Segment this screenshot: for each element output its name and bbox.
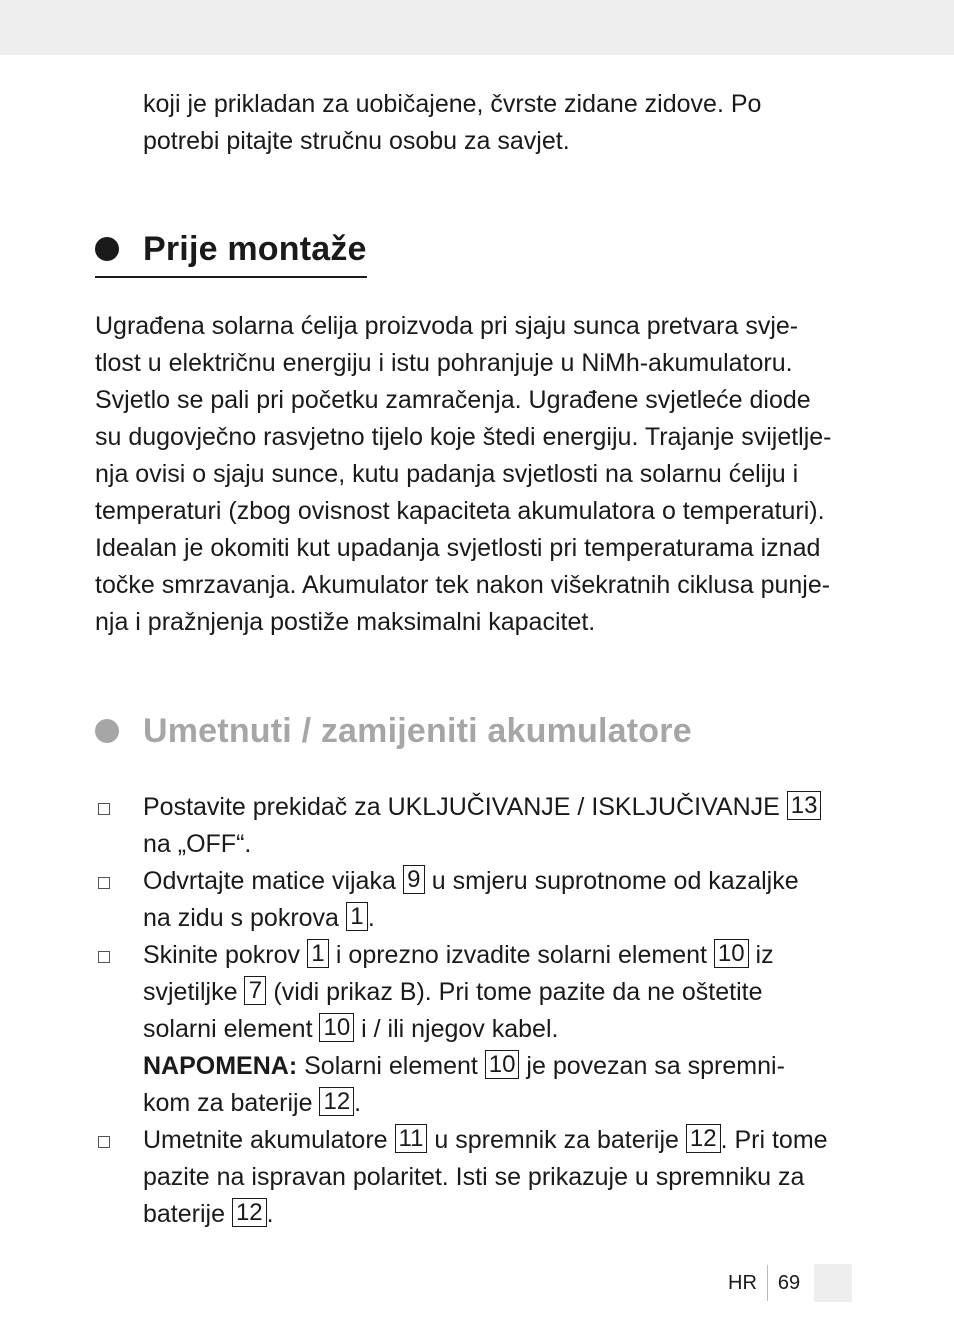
section-title: Prije montaže — [143, 229, 367, 268]
step-text: u smjeru suprotnome od kazaljke — [424, 867, 799, 895]
paragraph-line: temperaturi (zbog ovisnost kapaciteta akumulatora o temperaturi). — [95, 497, 825, 525]
checkbox-icon — [98, 951, 110, 963]
step-text: . Pri tome — [720, 1126, 828, 1154]
step-text: baterije — [143, 1200, 232, 1228]
paragraph-line: Svjetlo se pali pri početku zamračenja. Ugrađene svjetleće diode — [95, 386, 811, 414]
step-line — [143, 1122, 865, 1159]
paragraph-line: Ugrađena solarna ćelija proizvoda pri sjaju sunca pretvara svje- — [95, 312, 799, 340]
part-ref-badge: 11 — [395, 1124, 428, 1153]
bullet-dot-icon — [95, 719, 119, 743]
step-text: i oprezno izvadite solarni element — [328, 941, 714, 969]
paragraph-line: nja ovisi o sjaju sunce, kutu padanja svjetlosti na solarnu ćeliju i — [95, 460, 799, 488]
intro-line: potrebi pitajte stručnu osobu za savjet. — [143, 127, 570, 155]
part-ref-badge: 1 — [307, 939, 329, 968]
part-ref-badge: 9 — [403, 865, 425, 894]
intro-line: koji je prikladan za uobičajene, čvrste zidane zidove. Po — [143, 90, 762, 118]
step-line — [143, 900, 865, 937]
section-title: Umetnuti / zamijeniti akumulatore — [143, 711, 692, 750]
step-line — [143, 863, 865, 900]
top-band — [0, 0, 954, 55]
language-code: HR — [728, 1271, 757, 1294]
part-ref-badge: 12 — [232, 1198, 267, 1227]
step-text: je povezan sa spremni- — [519, 1052, 785, 1080]
checkbox-icon — [98, 1136, 110, 1148]
step-line — [143, 1196, 865, 1233]
step-item — [95, 937, 865, 1122]
step-text: Skinite pokrov — [143, 941, 307, 969]
step-text: svjetiljke — [143, 978, 245, 1006]
checkbox-icon — [98, 877, 110, 889]
step-text: kom za baterije — [143, 1089, 320, 1117]
step-line — [143, 974, 865, 1011]
step-line: na „OFF“. — [143, 830, 252, 858]
step-list — [95, 789, 865, 1233]
step-text: na zidu s pokrova — [143, 904, 346, 932]
step-text: Odvrtajte matice vijaka — [143, 867, 403, 895]
bullet-dot-icon — [95, 237, 119, 261]
step-text: . — [367, 904, 375, 932]
section-heading-prije-montaze — [95, 224, 367, 278]
step-text: . — [354, 1089, 362, 1117]
paragraph-line: točke smrzavanja. Akumulator tek nakon višekratnih ciklusa punje- — [95, 571, 831, 599]
footer-divider — [767, 1265, 768, 1301]
step-text: Umetnite akumulatore — [143, 1126, 395, 1154]
page-number: 69 — [777, 1271, 801, 1294]
step-text: iz — [748, 941, 774, 969]
part-ref-badge: 12 — [686, 1124, 721, 1153]
paragraph-line: su dugovječno rasvjetno tijelo koje štedi energiju. Trajanje svijetlje- — [95, 423, 832, 451]
paragraph-line: Idealan je okomiti kut upadanja svjetlosti pri temperaturama iznad — [95, 534, 821, 562]
part-ref-badge: 13 — [787, 791, 822, 820]
part-ref-badge: 10 — [485, 1050, 520, 1079]
step-line — [143, 937, 865, 974]
part-ref-badge: 10 — [319, 1013, 354, 1042]
part-ref-badge: 12 — [319, 1087, 354, 1116]
paragraph-line: nja i pražnjenja postiže maksimalni kapacitet. — [95, 608, 596, 636]
step-text: solarni element — [143, 1015, 320, 1043]
paragraph-line: tlost u električnu energiju i istu pohranjuje u NiMh-akumulatoru. — [95, 349, 793, 377]
step-item — [95, 1122, 865, 1233]
step-line — [143, 789, 865, 826]
step-text: Postavite prekidač za UKLJUČIVANJE / ISKLJUČIVANJE — [143, 793, 787, 821]
page-tab-marker — [814, 1264, 852, 1302]
step-text: Solarni element — [297, 1052, 485, 1080]
page-footer — [728, 1264, 852, 1302]
step-item — [95, 789, 865, 863]
section-body-paragraph — [95, 308, 865, 641]
checkbox-icon — [98, 803, 110, 815]
note-line — [143, 1048, 865, 1085]
step-text: i / ili njegov kabel. — [354, 1015, 559, 1043]
step-line — [143, 1011, 865, 1048]
step-line: pazite na ispravan polaritet. Isti se prikazuje u spremniku za — [143, 1163, 805, 1191]
part-ref-badge: 1 — [346, 902, 368, 931]
part-ref-badge: 10 — [714, 939, 749, 968]
section-heading-akumulatore — [95, 706, 692, 756]
part-ref-badge: 7 — [244, 976, 266, 1005]
step-item — [95, 863, 865, 937]
note-label: NAPOMENA: — [143, 1052, 298, 1080]
step-text: u spremnik za baterije — [427, 1126, 686, 1154]
note-line — [143, 1085, 865, 1122]
step-text: (vidi prikaz B). Pri tome pazite da ne oštetite — [266, 978, 763, 1006]
step-text: . — [266, 1200, 274, 1228]
intro-paragraph — [143, 86, 863, 160]
